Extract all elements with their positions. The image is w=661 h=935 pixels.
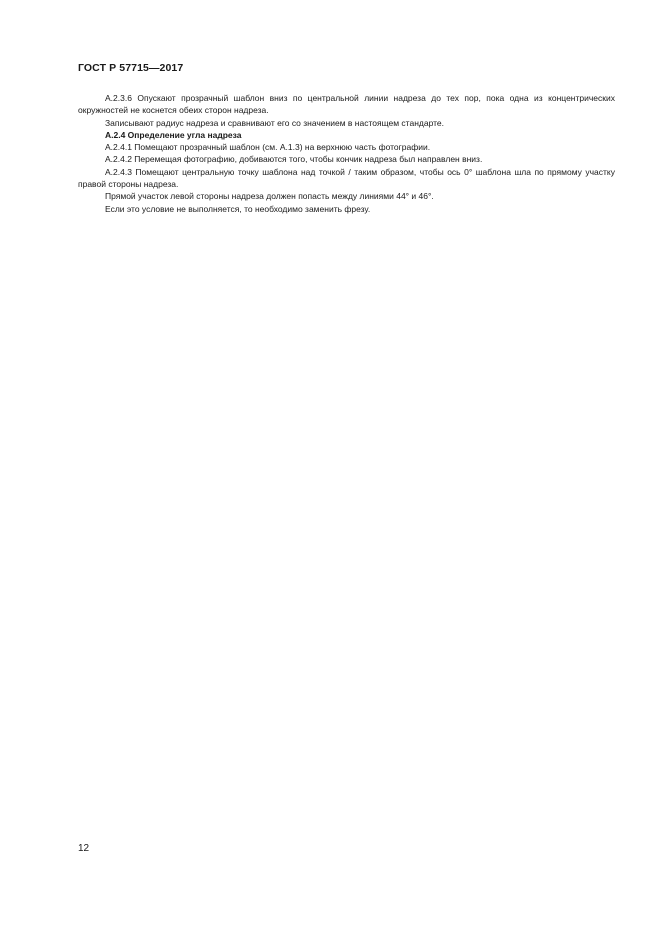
paragraph-a241: А.2.4.1 Помещают прозрачный шаблон (см. А.1.3) на верхнюю часть фотографии.: [105, 142, 431, 153]
page-number: 12: [78, 843, 90, 854]
paragraph-a236: А.2.3.6 Опускают прозрачный шаблон вниз по центральной линии надреза до тех пор, пока одна из концентрических окружностей не коснется обеих сторон надреза.: [78, 93, 615, 116]
paragraph-record-radius: Записывают радиус надреза и сравнивают его со значением в настоящем стандарте.: [105, 117, 445, 128]
paragraph-a242: А.2.4.2 Перемещая фотографию, добиваются того, чтобы кончик надреза был направлен вниз.: [105, 154, 483, 165]
paragraph-left-side-check: Прямой участок левой стороны надреза должен попасть между линиями 44° и 46°.: [105, 191, 434, 202]
section-heading-a24: А.2.4 Определение угла надреза: [105, 129, 242, 140]
paragraph-replace-cutter: Если это условие не выполняется, то необходимо заменить фрезу.: [105, 203, 371, 214]
page-header-standard-code: ГОСТ Р 57715—2017: [78, 62, 184, 74]
document-body: [78, 92, 615, 215]
paragraph-a243: А.2.4.3 Помещают центральную точку шаблона над точкой / таким образом, чтобы ось 0° шаблона шла по прямому участку правой стороны надреза.: [78, 166, 615, 190]
